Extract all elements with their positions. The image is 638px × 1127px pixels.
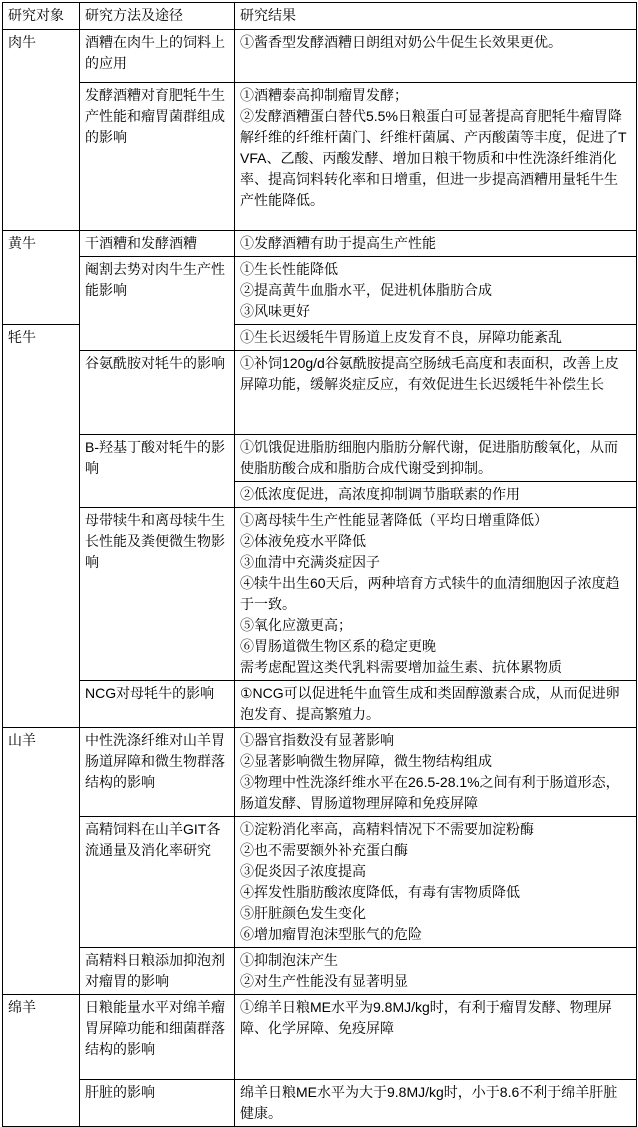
subject-cell: 牦牛 (3, 325, 80, 728)
result-cell (235, 948, 637, 995)
result-cell (235, 482, 637, 508)
result-cell (235, 351, 637, 435)
table-row (3, 948, 637, 995)
result-line: ③血清中充满炎症因子 (240, 554, 380, 570)
result-line: ③风味更好 (240, 303, 310, 319)
subject-cell: 山羊 (3, 728, 80, 995)
result-cell (235, 30, 637, 83)
table-row (3, 681, 637, 728)
table-row (3, 728, 637, 817)
header-result: 研究结果 (235, 3, 637, 30)
result-line: ②发酵酒糟蛋白替代5.5%日粮蛋白可显著提高育肥牦牛瘤胃降解纤维的纤维杆菌门、纤维杆菌属、产丙酸菌等丰度，促进了TVFA、乙酸、丙酸发酵、增加日粮干物质和中性洗涤纤维消化率、提高饲料转化率和日增重，但进一步提高酒糟用量牦牛生产性能降低。 (240, 108, 627, 208)
method-cell: 母带犊牛和离母犊牛生长性能及粪便微生物影响 (80, 508, 235, 681)
subject-cell: 黄牛 (3, 231, 80, 325)
table-row (3, 435, 637, 482)
table-row (3, 1080, 637, 1127)
result-cell (235, 817, 637, 948)
table-row (3, 995, 637, 1080)
result-line: ①NCG可以促进牦牛血管生成和类固醇激素合成，从而促进卵泡发育、提高繁殖力。 (240, 685, 620, 722)
result-line: ②体液免疫水平降低 (240, 533, 366, 549)
result-line: ②也不需要额外补充蛋白酶 (240, 842, 408, 858)
result-line: 绵羊日粮ME水平为大于9.8MJ/kg时，小于8.6不利于绵羊肝脏健康。 (240, 1084, 618, 1121)
result-line: ④挥发性脂肪酸浓度降低，有毒有害物质降低 (240, 884, 520, 900)
subject-cell: 肉牛 (3, 30, 80, 231)
result-line: ②对生产性能没有显著明显 (240, 973, 408, 989)
result-line: ①生长迟缓牦牛胃肠道上皮发育不良，屏障功能紊乱 (240, 329, 562, 345)
table-row (3, 257, 637, 325)
result-line: ①离母犊牛生产性能显著降低（平均日增重降低） (240, 512, 548, 528)
result-cell (235, 995, 637, 1080)
result-cell (235, 231, 637, 257)
result-cell (235, 1080, 637, 1127)
method-cell: NCG对母牦牛的影响 (80, 681, 235, 728)
result-cell (235, 325, 637, 351)
result-line: ①酒糟泰高抑制瘤胃发酵； (240, 87, 408, 103)
result-line: ②低浓度促进，高浓度抑制调节脂联素的作用 (240, 486, 520, 502)
method-cell: 中性洗涤纤维对山羊胃肠道屏障和微生物群落结构的影响 (80, 728, 235, 817)
result-line: ①抑制泡沫产生 (240, 952, 338, 968)
result-line: ⑤氧化应激更高； (240, 617, 352, 633)
result-line: ③促炎因子浓度提高 (240, 863, 366, 879)
result-line: ②提高黄牛血脂水平，促进机体脂肪合成 (240, 282, 492, 298)
method-cell: 高精饲料在山羊GIT各流通量及消化率研究 (80, 817, 235, 948)
table-row (3, 231, 637, 257)
result-cell (235, 435, 637, 482)
result-cell (235, 257, 637, 325)
result-line: ⑥增加瘤胃泡沫型胀气的危险 (240, 926, 422, 942)
result-line: ①器官指数没有显著影响 (240, 732, 394, 748)
method-cell: 酒糟在肉牛上的饲料上的应用 (80, 30, 235, 83)
method-cell: 高精料日粮添加抑泡剂对瘤胃的影响 (80, 948, 235, 995)
table-header-row (3, 3, 637, 30)
result-cell (235, 728, 637, 817)
method-cell: 干酒糟和发酵酒糟 (80, 231, 235, 257)
table-row (3, 351, 637, 435)
method-cell: 日粮能量水平对绵羊瘤胃屏障功能和细菌群落结构的影响 (80, 995, 235, 1080)
research-summary-table (2, 2, 637, 1127)
method-cell: 肝脏的影响 (80, 1080, 235, 1127)
method-cell: 发酵酒糟对育肥牦牛生产性能和瘤胃菌群组成的影响 (80, 83, 235, 231)
result-cell (235, 508, 637, 681)
header-subject: 研究对象 (3, 3, 80, 30)
table-row (3, 817, 637, 948)
method-cell: 阉割去势对肉牛生产性能影响 (80, 257, 235, 351)
result-line: ⑥胃肠道微生物区系的稳定更晚 (240, 638, 436, 654)
result-line: ①饥饿促进脂肪细胞内脂肪分解代谢，促进脂肪酸氧化，从而使脂肪酸合成和脂肪合成代谢受到抑制。 (240, 439, 618, 476)
method-cell: 谷氨酰胺对牦牛的影响 (80, 351, 235, 435)
result-line: ①补饲120g/d谷氨酰胺提高空肠绒毛高度和表面积，改善上皮屏障功能，缓解炎症反应，有效促进生长迟缓牦牛补偿生长 (240, 355, 619, 392)
result-cell (235, 681, 637, 728)
result-line: ④犊牛出生60天后，两种培育方式犊牛的血清细胞因子浓度趋于一致。 (240, 575, 620, 612)
result-line: ①淀粉消化率高，高精料情况下不需要加淀粉酶 (240, 821, 534, 837)
table-row (3, 30, 637, 83)
result-line: ①绵羊日粮ME水平为9.8MJ/kg时，有利于瘤胃发酵、物理屏障、化学屏障、免疫屏障 (240, 999, 612, 1036)
result-line: ①发酵酒糟有助于提高生产性能 (240, 235, 436, 251)
method-cell: B-羟基丁酸对牦牛的影响 (80, 435, 235, 508)
result-line: ⑤肝脏颜色发生变化 (240, 905, 366, 921)
table-row (3, 508, 637, 681)
result-line: ①酱香型发酵酒糟日朗组对奶公牛促生长效果更优。 (240, 34, 562, 50)
table-row (3, 83, 637, 231)
result-cell (235, 83, 637, 231)
result-line: ③物理中性洗涤纤维水平在26.5-28.1%之间有利于肠道形态，肠道发酵、胃肠道物理屏障和免疫屏障 (240, 774, 620, 811)
subject-cell: 绵羊 (3, 995, 80, 1127)
result-line: ②显著影响微生物屏障，微生物结构组成 (240, 753, 492, 769)
result-line: 需考虑配置这类代乳料需要增加益生素、抗体累物质 (240, 659, 562, 675)
result-line: ①生长性能降低 (240, 261, 338, 277)
header-method: 研究方法及途径 (80, 3, 235, 30)
